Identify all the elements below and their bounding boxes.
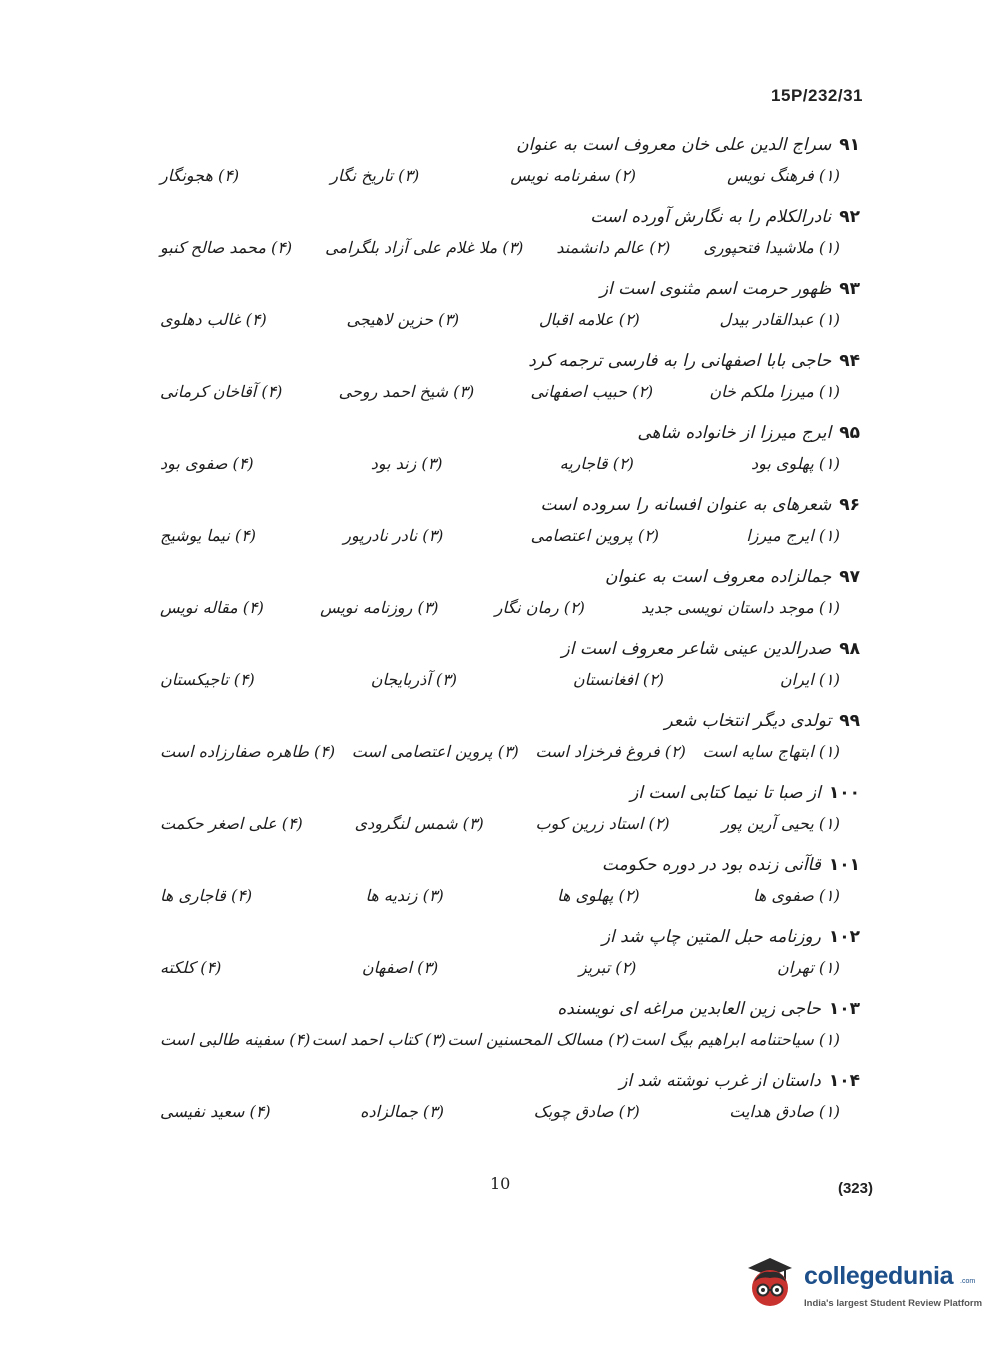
answer-option: (۴) قاجاری ها	[160, 886, 253, 905]
page-marker: (323)	[837, 1180, 873, 1197]
question-stem	[160, 780, 880, 806]
answer-option: (۱) یحیی آرین پور	[721, 814, 840, 833]
answer-option: (۴) تاجیکستان	[160, 670, 255, 689]
answer-option: (۲) سفرنامه نویس	[510, 166, 636, 185]
question-stem	[160, 852, 880, 878]
answer-option: (۲) مسالک المحسنین است	[447, 1030, 630, 1049]
answer-option: (۱) ایران	[779, 670, 840, 689]
answer-option: (۲) استاد زرین کوب	[535, 814, 670, 833]
question-stem	[160, 708, 880, 734]
answer-options	[160, 1100, 880, 1124]
answer-option: (۳) زندیه ها	[365, 886, 444, 905]
question-text: ظهور حرمت اسم مثنوی است از	[599, 279, 832, 299]
answer-option: (۲) پهلوی ها	[557, 886, 640, 905]
answer-options	[160, 596, 880, 620]
answer-option: (۴) غالب دهلوی	[160, 310, 267, 329]
question-stem	[160, 564, 880, 590]
answer-option: (۴) هجونگار	[160, 166, 240, 185]
answer-option: (۲) پروین اعتصامی	[530, 526, 659, 545]
answer-options	[160, 452, 880, 476]
brand-watermark	[740, 1250, 983, 1320]
question-number: ۹۶	[839, 495, 860, 515]
question-stem	[160, 1068, 880, 1094]
answer-option: (۱) عبدالقادر بیدل	[719, 310, 840, 329]
answer-option: (۳) شمس لنگرودی	[354, 814, 484, 833]
paper-code: 15P/232/31	[771, 86, 863, 105]
question-stem	[160, 204, 880, 230]
answer-option: (۱) تهران	[776, 958, 840, 977]
answer-option: (۱) ملاشیدا فتحپوری	[703, 238, 840, 257]
question-number: ۹۸	[839, 639, 860, 659]
answer-option: (۱) میرزا ملکم خان	[709, 382, 840, 401]
question-stem	[160, 420, 880, 446]
answer-options	[160, 884, 880, 908]
question-number: ۹۲	[839, 207, 860, 227]
question-number: ۹۳	[839, 279, 860, 299]
brand-name: collegedunia	[804, 1262, 954, 1290]
question-item	[160, 780, 880, 836]
answer-option: (۳) پروین اعتصامی است	[351, 742, 519, 761]
question-text: قاآنی زنده بود در دوره حکومت	[601, 855, 821, 875]
question-stem	[160, 492, 880, 518]
question-text: روزنامه حبل المتین چاپ شد از	[601, 927, 821, 947]
question-number: ۹۵	[839, 423, 860, 443]
answer-option: (۳) حزین لاهیجی	[346, 310, 460, 329]
question-item	[160, 204, 880, 260]
answer-option: (۴) سعید نفیسی	[160, 1102, 271, 1121]
question-item	[160, 276, 880, 332]
answer-options	[160, 740, 880, 764]
question-text: حاجی زین العابدین مراغه ای نویسنده	[557, 999, 821, 1019]
question-item	[160, 492, 880, 548]
answer-option: (۳) اصفهان	[361, 958, 439, 977]
answer-option: (۲) تبریز	[578, 958, 637, 977]
answer-option: (۲) صادق چوبک	[533, 1102, 640, 1121]
answer-option: (۱) صادق هدایت	[729, 1102, 840, 1121]
page-number: 10	[490, 1174, 511, 1193]
question-text: حاجی بابا اصفهانی را به فارسی ترجمه کرد	[528, 351, 832, 371]
question-text: جمالزاده معروف است به عنوان	[605, 567, 832, 587]
question-number: ۱۰۰	[828, 783, 860, 803]
brand-domain-suffix: .com	[960, 1278, 976, 1285]
question-number: ۹۷	[839, 567, 860, 587]
answer-option: (۱) ابتهاج سایه است	[702, 742, 840, 761]
answer-options	[160, 308, 880, 332]
question-stem	[160, 996, 880, 1022]
answer-options	[160, 524, 880, 548]
answer-option: (۲) عالم دانشمند	[556, 238, 671, 257]
question-number: ۱۰۱	[828, 855, 860, 875]
question-number: ۱۰۳	[828, 999, 860, 1019]
question-text: از صبا تا نیما کتابی است از	[630, 783, 821, 803]
answer-option: (۳) زند بود	[370, 454, 443, 473]
answer-options	[160, 956, 880, 980]
answer-option: (۴) مقاله نویس	[160, 598, 264, 617]
answer-option: (۱) ایرج میرزا	[746, 526, 840, 545]
answer-option: (۴) نیما یوشیج	[160, 526, 256, 545]
question-stem	[160, 276, 880, 302]
question-text: ایرج میرزا از خانواده شاهی	[637, 423, 832, 443]
question-text: شعرهای به عنوان افسانه را سروده است	[540, 495, 832, 515]
answer-option: (۲) فروغ فرخزاد است	[535, 742, 686, 761]
question-item	[160, 852, 880, 908]
answer-option: (۴) کلکته	[160, 958, 222, 977]
answer-options	[160, 380, 880, 404]
answer-option: (۳) جمالزاده	[360, 1102, 445, 1121]
question-number: ۱۰۴	[828, 1071, 860, 1091]
answer-option: (۴) طاهره صفارزاده است	[160, 742, 336, 761]
question-item	[160, 348, 880, 404]
answer-option: (۲) علامه اقبال	[538, 310, 640, 329]
question-item	[160, 636, 880, 692]
question-item	[160, 1068, 880, 1124]
answer-option: (۴) آقاخان کرمانی	[160, 382, 283, 401]
answer-option: (۳) نادر نادرپور	[343, 526, 444, 545]
question-text: سراج الدین علی خان معروف است به عنوان	[516, 135, 832, 155]
question-text: نادرالکلام را به نگارش آورده است	[590, 207, 832, 227]
question-item	[160, 924, 880, 980]
question-number: ۹۹	[839, 711, 860, 731]
answer-option: (۳) ملا غلام علی آزاد بلگرامی	[325, 238, 524, 257]
question-text: تولدی دیگر انتخاب شعر	[664, 711, 832, 731]
answer-option: (۲) حبیب اصفهانی	[530, 382, 654, 401]
answer-options	[160, 236, 880, 260]
answer-option: (۲) افغانستان	[572, 670, 664, 689]
brand-tagline: India's largest Student Review Platform	[804, 1298, 983, 1309]
answer-option: (۳) شیخ احمد روحی	[338, 382, 475, 401]
answer-option: (۱) موجد داستان نویسی جدید	[641, 598, 840, 617]
answer-option: (۱) سیاحتنامه ابراهیم بیگ است	[630, 1030, 840, 1049]
answer-options	[160, 668, 880, 692]
question-number: ۹۱	[839, 135, 860, 155]
question-stem	[160, 924, 880, 950]
question-number: ۹۴	[839, 351, 860, 371]
answer-option: (۳) تاریخ نگار	[330, 166, 420, 185]
question-stem	[160, 348, 880, 374]
answer-option: (۱) پهلوی بود	[750, 454, 840, 473]
question-item	[160, 420, 880, 476]
answer-options	[160, 164, 880, 188]
question-item	[160, 996, 880, 1052]
answer-option: (۱) صفوی ها	[752, 886, 840, 905]
question-text: داستان از غرب نوشته شد از	[619, 1071, 821, 1091]
answer-option: (۴) صفوی بود	[160, 454, 254, 473]
question-stem	[160, 636, 880, 662]
answer-option: (۳) کتاب احمد است	[311, 1030, 446, 1049]
question-stem	[160, 132, 880, 158]
answer-option: (۱) فرهنگ نویس	[727, 166, 840, 185]
answer-option: (۴) محمد صالح کنبو	[160, 238, 293, 257]
answer-option: (۴) علی اصغر حکمت	[160, 814, 303, 833]
question-item	[160, 708, 880, 764]
question-item	[160, 564, 880, 620]
answer-options	[160, 1028, 880, 1052]
graduate-mascot-icon	[740, 1254, 800, 1312]
answer-option: (۳) روزنامه نویس	[320, 598, 439, 617]
answer-option: (۳) آذربایجان	[370, 670, 457, 689]
question-number: ۱۰۲	[828, 927, 860, 947]
question-item	[160, 132, 880, 188]
question-list	[160, 132, 880, 1140]
question-text: صدرالدین عینی شاعر معروف است از	[561, 639, 832, 659]
answer-option: (۲) رمان نگار	[494, 598, 585, 617]
answer-option: (۴) سفینه طالبی است	[160, 1030, 311, 1049]
answer-option: (۲) قاجاریه	[559, 454, 634, 473]
answer-options	[160, 812, 880, 836]
